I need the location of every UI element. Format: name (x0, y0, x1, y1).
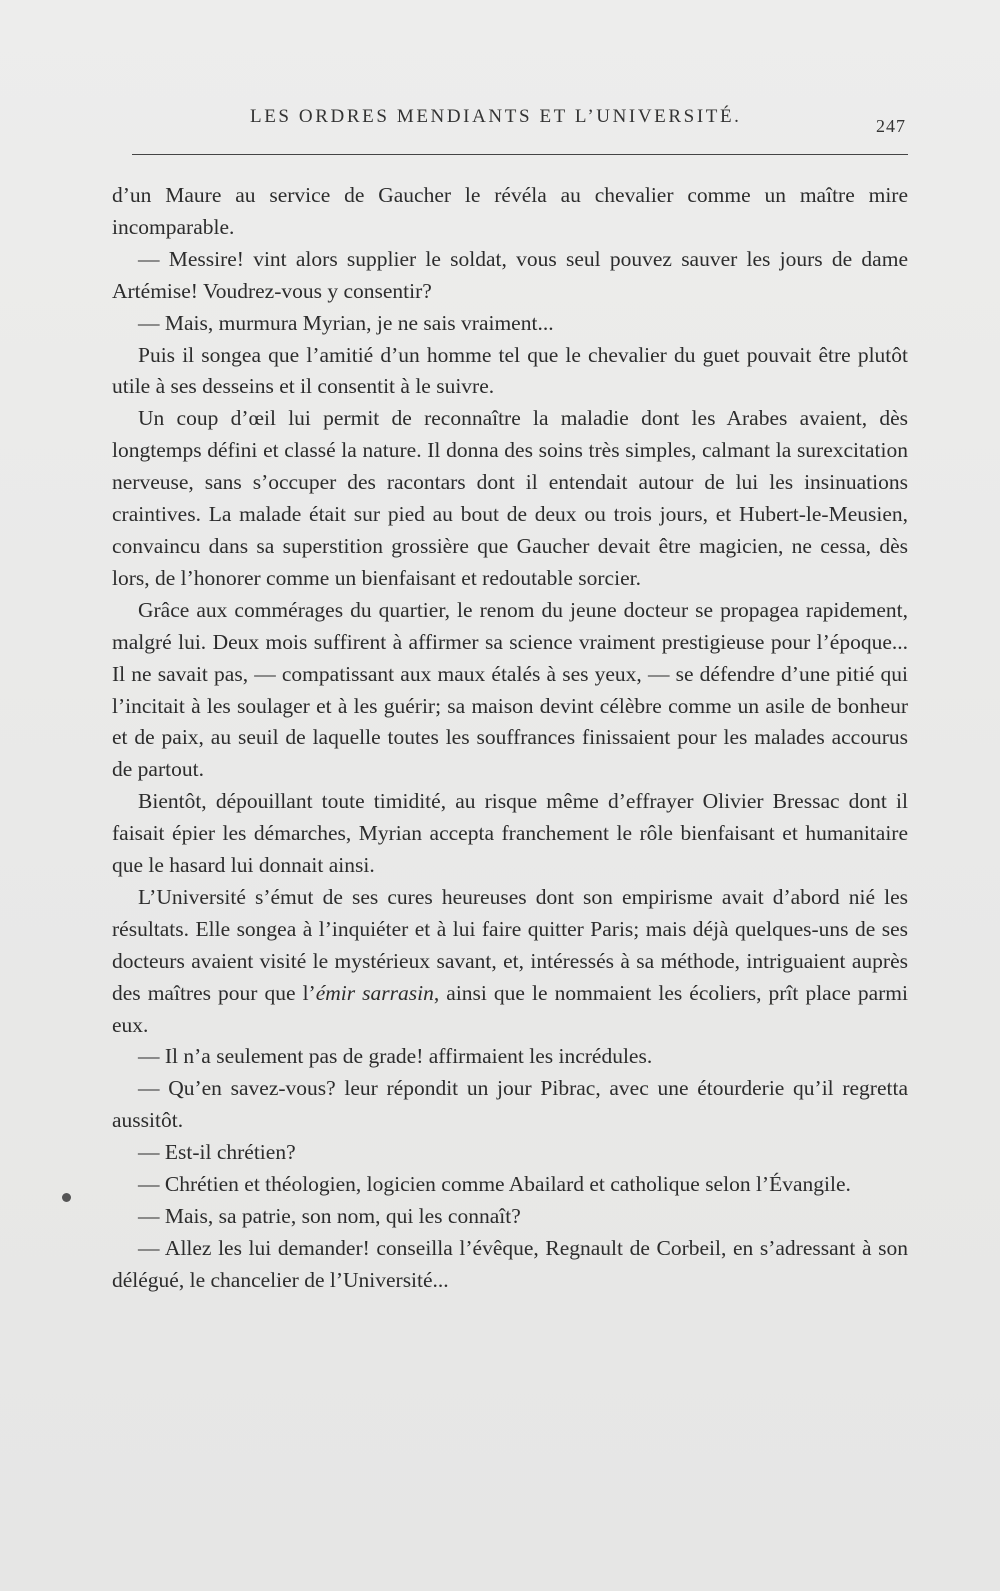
paragraph-10: — Qu’en savez-vous? leur répondit un jour Pibrac, avec une étourderie qu’il regretta aussitôt. (112, 1076, 908, 1133)
paragraph-6: Grâce aux commérages du quartier, le renom du jeune docteur se propagea rapidement, malgré lui. Deux mois suffirent à affirmer sa science vraiment prestigieuse pour l’époque... Il ne savait pas, — compatissant aux maux étalés à ses yeux, — se défendre d’une pitié qui l’incitait à les soulager et à les guérir; sa maison devint célèbre comme un asile de bonheur et de paix, au seuil de laquelle toutes les souffrances finissaient pour les malades accourus de partout. (112, 597, 908, 782)
body-text (112, 180, 908, 1297)
page-number: 247 (876, 116, 906, 136)
paragraph-8 (112, 882, 908, 1042)
paragraph-4: Puis il songea que l’amitié d’un homme tel que le chevalier du guet pouvait être plutôt utile à ses desseins et il consentit à le suivre. (112, 342, 908, 399)
paragraph-9: — Il n’a seulement pas de grade! affirmaient les incrédules. (138, 1044, 653, 1069)
paragraph-8-emphasis: émir sarrasin (315, 980, 434, 1005)
paragraph-1: d’un Maure au service de Gaucher le révéla au chevalier comme un maître mire incomparable. (112, 183, 908, 239)
paragraph-2: — Messire! vint alors supplier le soldat, vous seul pouvez sauver les jours de dame Artémise! Voudrez-vous y consentir? (112, 246, 908, 303)
paragraph-8-start: L’Université s’émut de ses cures heureuses dont son empirisme avait d’abord nié les résultats. Elle songea à l’inquiéter et à lui faire quitter Paris; mais déjà quelques-uns de ses docteurs avaient visité le mystérieux savant, et, intéressés à sa méthode, intriguaient auprès des maîtres pour que l’ (112, 884, 908, 1005)
running-header (132, 104, 906, 134)
margin-speck (62, 1193, 71, 1202)
running-title: LES ORDRES MENDIANTS ET L’UNIVERSITÉ. (250, 106, 742, 127)
paragraph-12: — Chrétien et théologien, logicien comme Abailard et catholique selon l’Évangile. (138, 1172, 851, 1197)
paragraph-8-end: , ainsi que le nommaient les écoliers, prît place parmi eux. (112, 980, 908, 1037)
header-rule (132, 154, 908, 155)
paragraph-13: — Mais, sa patrie, son nom, qui les connaît? (138, 1204, 521, 1228)
paragraph-11: — Est-il chrétien? (138, 1140, 296, 1165)
paragraph-3: — Mais, murmura Myrian, je ne sais vraiment... (138, 310, 554, 335)
paragraph-7: Bientôt, dépouillant toute timidité, au risque même d’effrayer Olivier Bressac dont il faisait épier les démarches, Myrian accepta franchement le rôle bienfaisant et humanitaire que le hasard lui donnait ainsi. (112, 789, 908, 878)
paragraph-14: — Allez les lui demander! conseilla l’évêque, Regnault de Corbeil, en s’adressant à son délégué, le chancelier de l’Université... (112, 1235, 908, 1292)
paragraph-5: Un coup d’œil lui permit de reconnaître la maladie dont les Arabes avaient, dès longtemps défini et classé la nature. Il donna des soins très simples, calmant la surexcitation nerveuse, sans s’occuper des racontars dont il entendait autour de lui les insinuations craintives. La malade était sur pied au bout de deux ou trois jours, et Hubert-le-Meusien, convaincu dans sa superstition grossière que Gaucher devait être magicien, ne cessa, dès lors, de l’honorer comme un bienfaisant et redoutable sorcier. (112, 406, 908, 590)
